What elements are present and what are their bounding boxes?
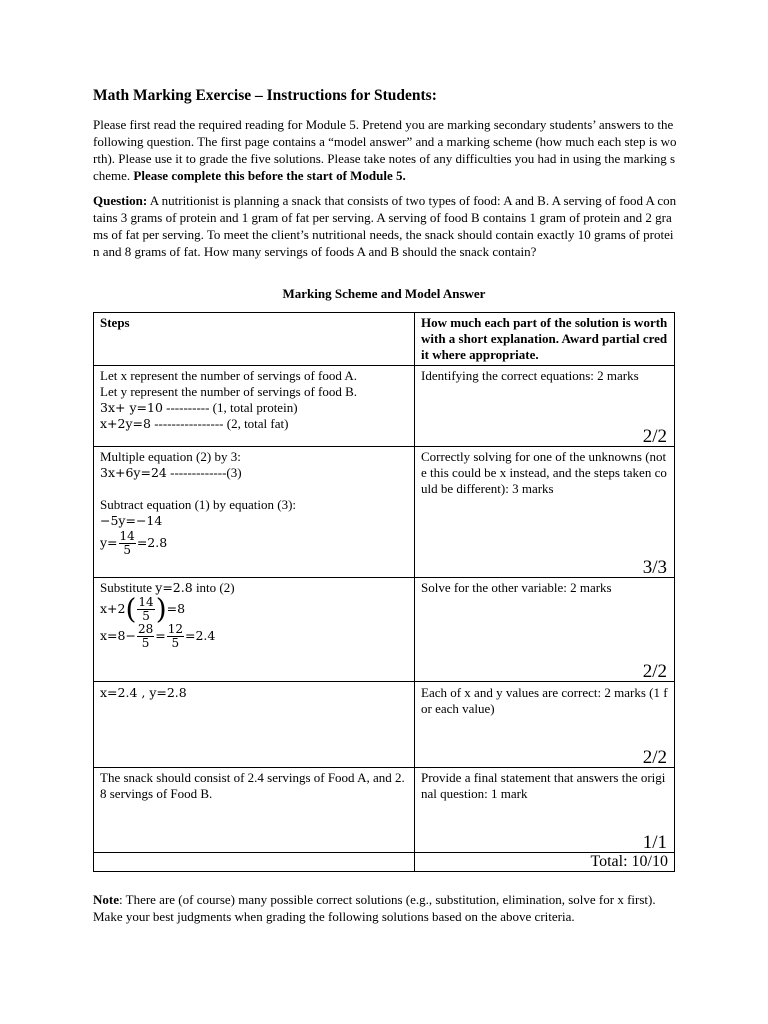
- step-line: 3x+6y=24 -------------(3): [100, 465, 242, 480]
- note-text: : There are (of course) many possible correct solutions (e.g., substitution, elimination, solve for x first). Make your best judgments when grading the following solutions based on the above criteria.: [93, 892, 656, 924]
- question-label: Question:: [93, 193, 148, 208]
- table-row: [94, 578, 675, 682]
- step-cell: [94, 682, 415, 768]
- marks-header: How much each part of the solution is worth with a short explanation. Award partial credit where appropriate.: [415, 313, 675, 366]
- equation: 3x+6y=24: [100, 465, 167, 480]
- equation: y=2.8: [155, 580, 193, 595]
- table-row: [94, 447, 675, 578]
- step-line: Let y represent the number of servings of food B.: [100, 384, 358, 399]
- criteria-cell: [415, 768, 675, 853]
- score: 2/2: [642, 747, 667, 768]
- criteria-cell: [415, 578, 675, 682]
- table-total-row: [94, 853, 675, 872]
- fraction: $\frac{12}{5}$: [167, 622, 183, 650]
- step-line: y= $\frac{14}{5}$ =2.8: [100, 529, 168, 557]
- equation: 3x+ y=10: [100, 400, 163, 415]
- criteria-text: Provide a final statement that answers the original question: 1 mark: [421, 770, 666, 801]
- note-paragraph: [93, 891, 678, 925]
- step-line: 3x+ y=10 ---------- (1, total protein): [100, 400, 298, 415]
- step-line: Substitute y=2.8 into (2): [100, 580, 235, 595]
- table-row: [94, 366, 675, 447]
- fraction: $\frac{28}{5}$: [137, 622, 154, 650]
- step-line: Let x represent the number of servings of food A.: [100, 368, 358, 383]
- step-line: x+2y=8 ---------------- (2, total fat): [100, 416, 289, 431]
- empty-cell: [94, 853, 415, 872]
- step-line: The snack should consist of 2.4 servings of Food A, and 2.8 servings of Food B.: [100, 770, 405, 801]
- spacer: [100, 481, 408, 497]
- question-text: A nutritionist is planning a snack that consists of two types of food: A and B. A serving of food A contains 3 grams of protein and 1 gram of fat per serving. A serving of food B contains 1 gram of protein and 2 grams of fat per serving. To meet the client’s nutritional needs, the snack should contain exactly 10 grams of protein and 8 grams of fat. How many servings of foods A and B should the snack contain?: [93, 193, 677, 259]
- table-header-row: [94, 313, 675, 366]
- instructions-text: Please first read the required reading for Module 5. Pretend you are marking secondary students’ answers to the following question. The first page contains a “model answer” and a marking scheme (how much each step is worth). Please use it to grade the five solutions. Please take notes of any difficulties you had in using the marking scheme.: [93, 117, 677, 183]
- score: 2/2: [642, 661, 667, 682]
- criteria-text: Correctly solving for one of the unknowns (note this could be x instead, and the steps taken could be different): 3 marks: [421, 449, 667, 496]
- note-label: Note: [93, 892, 119, 907]
- table-row: [94, 768, 675, 853]
- criteria-text: Each of x and y values are correct: 2 marks (1 for each value): [421, 685, 668, 716]
- criteria-cell: [415, 682, 675, 768]
- step-line: x=2.4 , y=2.8: [100, 685, 187, 700]
- total-score: Total: 10/10: [415, 853, 675, 872]
- score: 1/1: [642, 832, 667, 853]
- question-paragraph: [93, 192, 678, 260]
- step-cell: [94, 768, 415, 853]
- score: 2/2: [642, 426, 667, 447]
- instructions-deadline: Please complete this before the start of Module 5.: [133, 168, 406, 183]
- step-line: Subtract equation (1) by equation (3):: [100, 497, 297, 512]
- criteria-text: Identifying the correct equations: 2 marks: [421, 368, 639, 383]
- page-title: Math Marking Exercise – Instructions for Students:: [93, 87, 437, 104]
- marking-scheme-table: [93, 312, 675, 872]
- step-line: x=8− $\frac{28}{5}$ = $\frac{12}{5}$ =2.4: [100, 622, 216, 650]
- equation: x+2y=8: [100, 416, 151, 431]
- step-line: x+2( $\frac{14}{5}$ )=8: [100, 592, 186, 626]
- step-cell: [94, 366, 415, 447]
- fraction: $\frac{14}{5}$: [119, 529, 135, 557]
- table-caption: Marking Scheme and Model Answer: [282, 286, 486, 301]
- criteria-cell: [415, 366, 675, 447]
- steps-header: Steps: [94, 313, 415, 366]
- score: 3/3: [642, 557, 667, 578]
- step-line: −5y=−14: [100, 513, 163, 528]
- table-row: [94, 682, 675, 768]
- instructions-paragraph: [93, 116, 678, 184]
- step-cell: [94, 578, 415, 682]
- fraction: $\frac{14}{5}$: [138, 595, 154, 623]
- step-cell: [94, 447, 415, 578]
- step-line: Multiple equation (2) by 3:: [100, 449, 241, 464]
- criteria-text: Solve for the other variable: 2 marks: [421, 580, 612, 595]
- criteria-cell: [415, 447, 675, 578]
